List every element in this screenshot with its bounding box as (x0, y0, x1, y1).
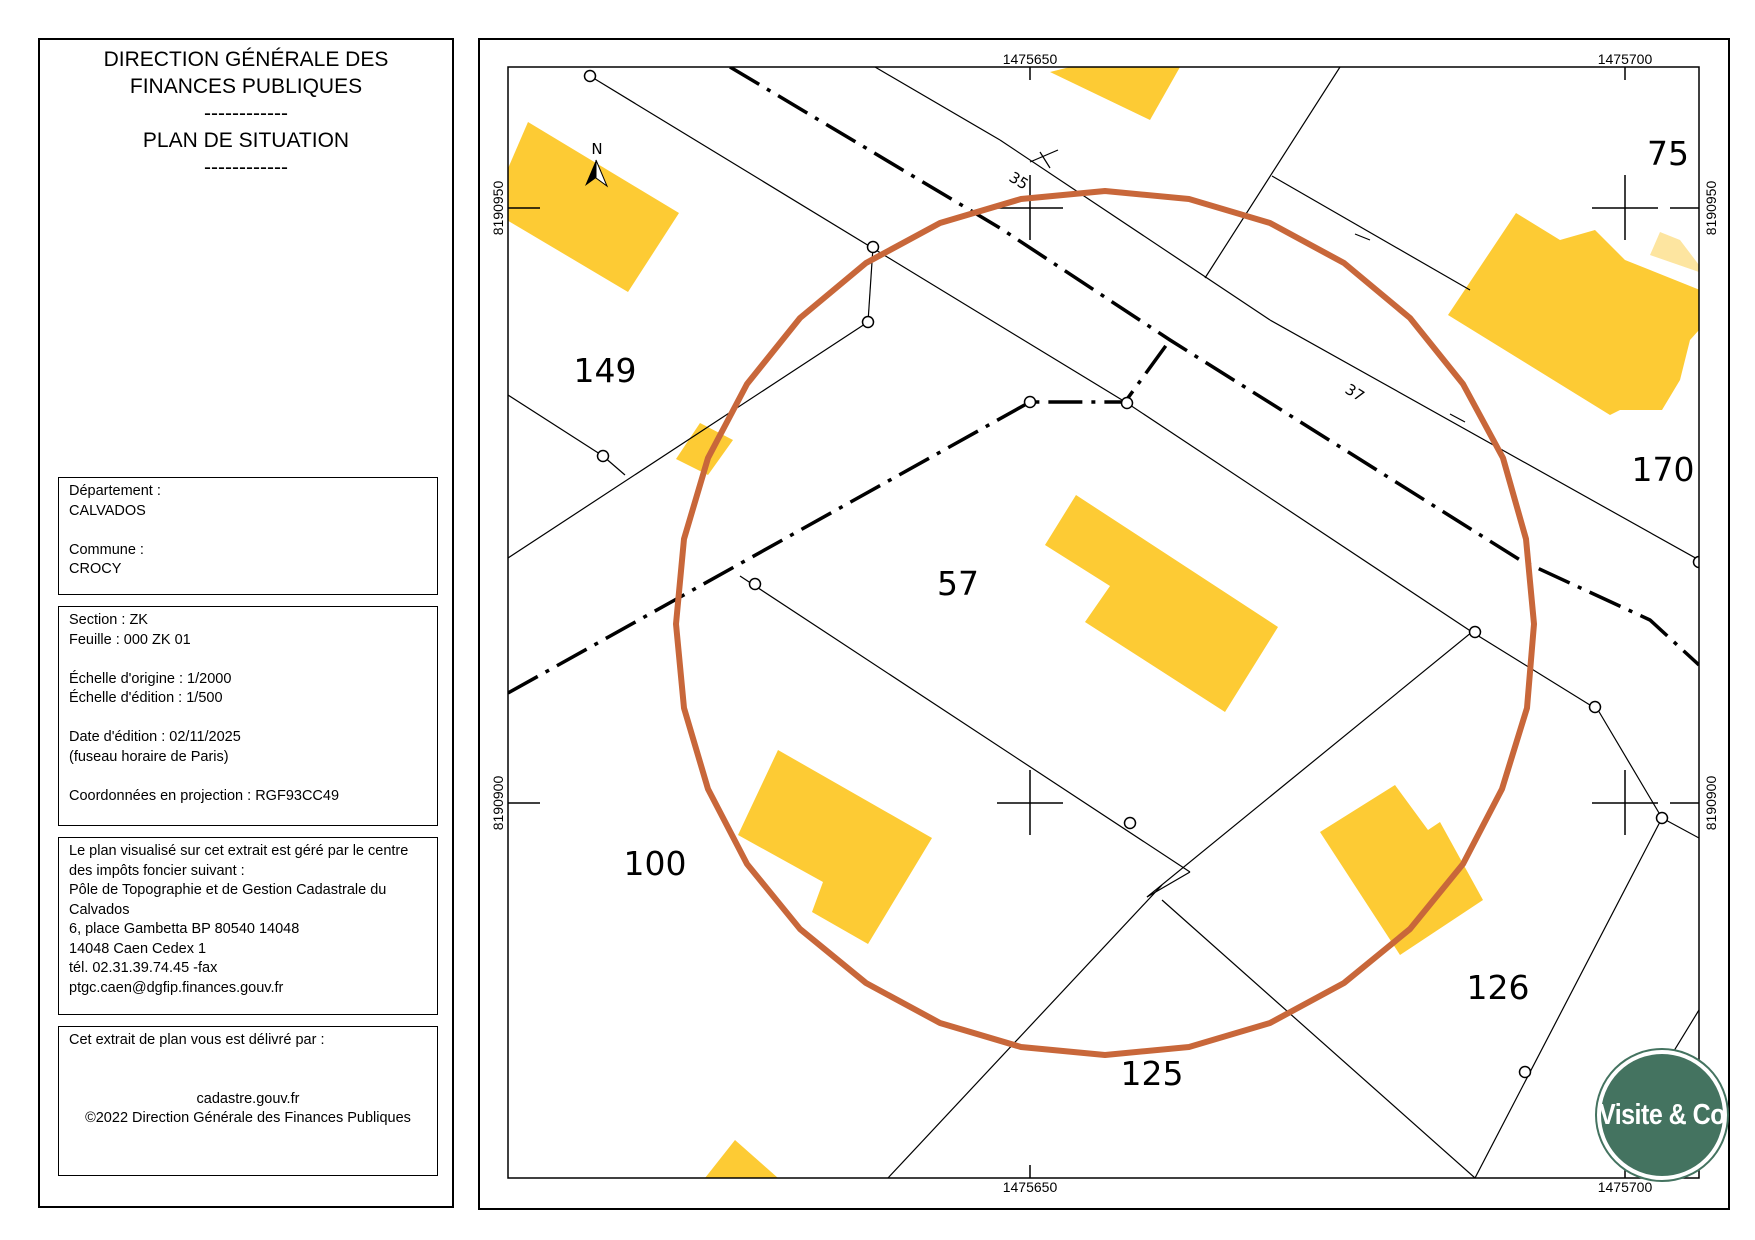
coord-y-left-bottom: 8190900 (490, 775, 506, 831)
header-separator: ------------ (204, 156, 288, 179)
section-text: Section : ZK (69, 612, 148, 628)
date-edition-text: Date d'édition : 02/11/2025 (69, 729, 241, 745)
building (705, 1140, 778, 1178)
fuseau-text: (fuseau horaire de Paris) (69, 748, 229, 765)
echelle-origine-text: Échelle d'origine : 1/2000 (69, 670, 232, 687)
centre-line: Le plan visualisé sur cet extrait est géré par le centre (69, 843, 409, 859)
centre-line: des impôts foncier suivant : (69, 862, 245, 879)
parcel-number: 149 (573, 351, 637, 390)
delivery-intro: Cet extrait de plan vous est délivré par : (69, 1032, 325, 1048)
parcel-number: 126 (1466, 968, 1530, 1007)
commune-label: Commune : (69, 541, 144, 558)
plan-title: PLAN DE SITUATION (142, 129, 350, 152)
centre-email: ptgc.caen@dgfip.finances.gouv.fr (69, 979, 284, 996)
building (1045, 495, 1278, 712)
building-annex (1650, 232, 1699, 272)
departement-label: Département : (69, 483, 161, 499)
header-line-2: FINANCES PUBLIQUES (129, 75, 363, 98)
parcel-number: 75 (1647, 134, 1689, 173)
parcel-number: 100 (623, 844, 687, 883)
centre-name-cont: Calvados (69, 901, 130, 918)
building (1050, 67, 1180, 120)
coord-y-left-top: 8190950 (490, 180, 506, 236)
centre-name: Pôle de Topographie et de Gestion Cadastrale du (69, 882, 387, 898)
header-line-1: DIRECTION GÉNÉRALE DES (103, 48, 389, 71)
map-content (490, 67, 1705, 1178)
parcel-number: 57 (937, 564, 979, 603)
commune-value: CROCY (69, 561, 122, 577)
departement-value: CALVADOS (69, 502, 146, 519)
building (490, 122, 679, 292)
centre-phone: tél. 02.31.39.74.45 -fax (69, 960, 218, 976)
feuille-text: Feuille : 000 ZK 01 (69, 631, 191, 648)
echelle-edition-text: Échelle d'édition : 1/500 (69, 690, 223, 706)
coord-x-top-right: 1475700 (1597, 51, 1653, 67)
coord-y-right-top: 8190950 (1703, 180, 1719, 236)
parcel-number: 170 (1631, 450, 1695, 489)
buildings (490, 67, 1700, 1178)
building (738, 750, 932, 944)
copyright-text: ©2022 Direction Générale des Finances Publiques (85, 1110, 411, 1126)
logo-text: Visite & Co (1598, 1098, 1726, 1131)
coord-x-bottom-left: 1475650 (1002, 1179, 1058, 1195)
coord-x-top-left: 1475650 (1002, 51, 1058, 67)
delivery-site: cadastre.gouv.fr (196, 1090, 300, 1107)
road-number: 35 (1005, 168, 1032, 194)
centre-address: 6, place Gambetta BP 80540 14048 (69, 921, 300, 937)
header-separator: ------------ (204, 102, 288, 125)
coord-y-right-bottom: 8190900 (1703, 775, 1719, 831)
north-label: N (591, 140, 603, 158)
coord-x-bottom-right: 1475700 (1597, 1179, 1653, 1195)
road-number: 37 (1341, 380, 1368, 406)
centre-city: 14048 Caen Cedex 1 (69, 940, 207, 957)
coordonnees-text: Coordonnées en projection : RGF93CC49 (69, 787, 340, 804)
parcel-number: 125 (1120, 1054, 1184, 1093)
visite-co-logo (1597, 1050, 1727, 1180)
